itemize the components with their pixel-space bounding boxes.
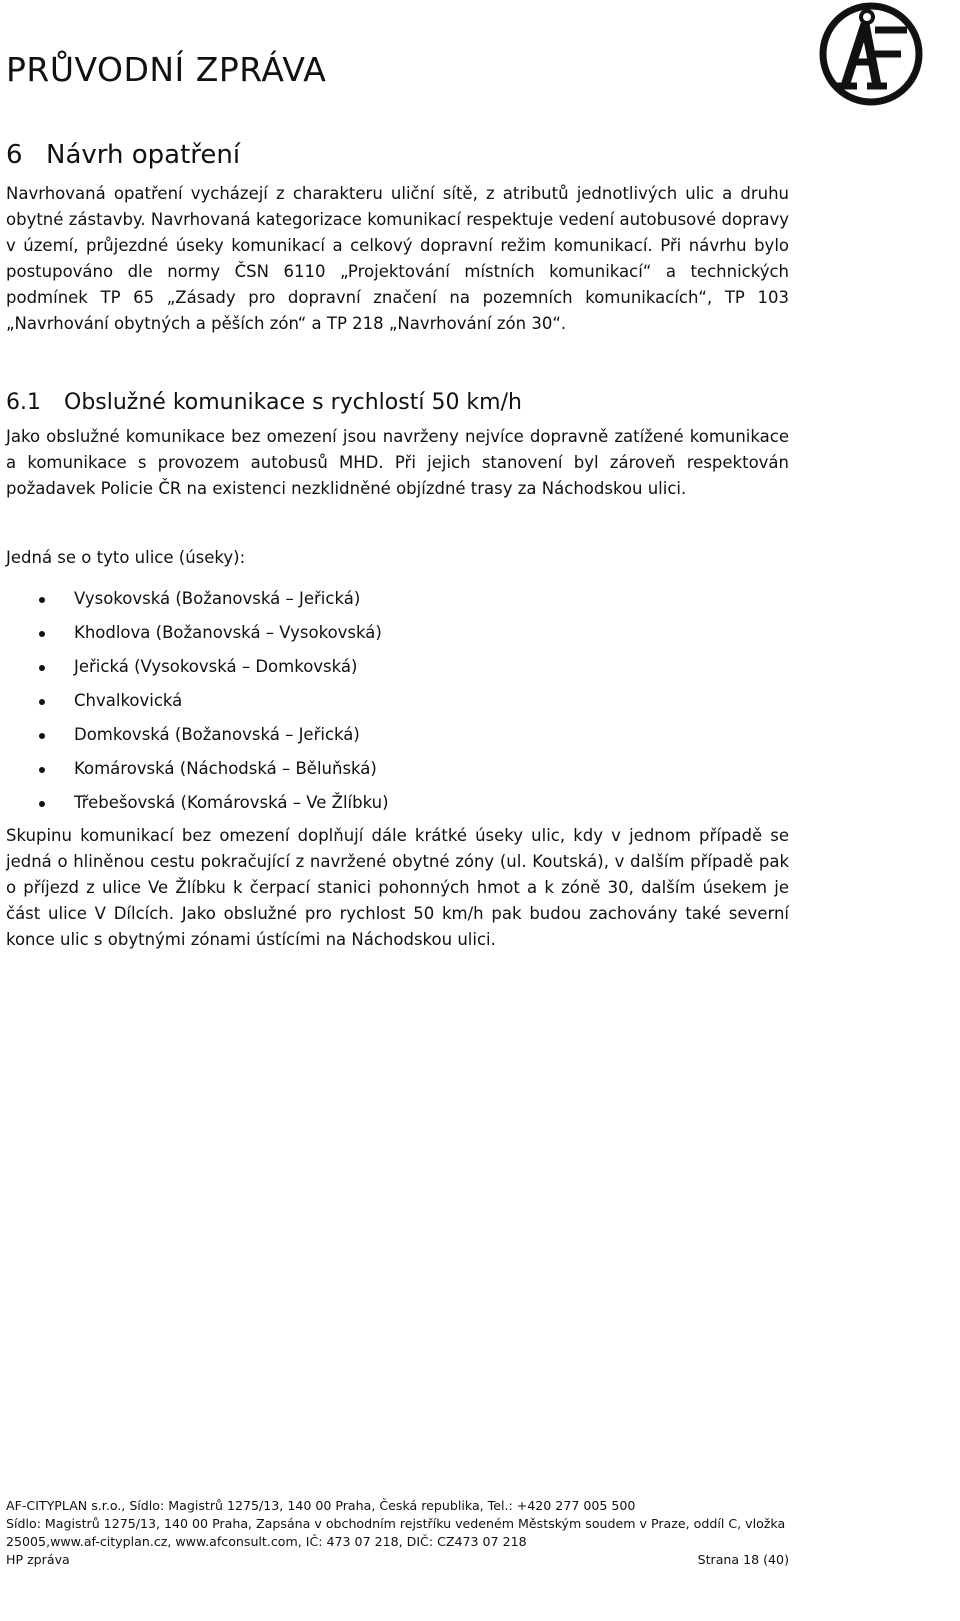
street-name: Vysokovská (Božanovská – Jeřická) xyxy=(74,589,361,608)
bullet-icon xyxy=(39,733,45,739)
section-number: 6 xyxy=(6,140,23,170)
street-name: Komárovská (Náchodská – Běluňská) xyxy=(74,759,377,778)
footer-bottom-row xyxy=(6,1551,789,1569)
bullet-icon xyxy=(39,665,45,671)
footer-registration-line: Sídlo: Magistrů 1275/13, 140 00 Praha, Zapsána v obchodním rejstříku vedeném Městským soudem v Praze, oddíl C, vložka xyxy=(6,1516,786,1531)
footer-doc-name: HP zpráva xyxy=(6,1552,70,1567)
page-number: Strana 18 (40) xyxy=(697,1552,789,1567)
list-item xyxy=(6,687,789,721)
af-logo-icon xyxy=(817,0,925,108)
list-lead-paragraph: Jedná se o tyto ulice (úseky): xyxy=(6,548,246,567)
page-footer xyxy=(6,1497,796,1569)
street-name: Jeřická (Vysokovská – Domkovská) xyxy=(74,657,358,676)
street-name: Třebešovská (Komárovská – Ve Žlíbku) xyxy=(74,793,389,812)
footer-web-line: 25005,www.af-cityplan.cz, www.afconsult.com, IČ: 473 07 218, DIČ: CZ473 07 218 xyxy=(6,1534,527,1549)
street-name: Domkovská (Božanovská – Jeřická) xyxy=(74,725,360,744)
subsection-title: Obslužné komunikace s rychlostí 50 km/h xyxy=(64,390,522,415)
list-item xyxy=(6,619,789,653)
list-item xyxy=(6,721,789,755)
footer-company-line: AF-CITYPLAN s.r.o., Sídlo: Magistrů 1275/13, 140 00 Praha, Česká republika, Tel.: +420 277 005 500 xyxy=(6,1498,636,1513)
list-item xyxy=(6,585,789,619)
list-item xyxy=(6,653,789,687)
subsection-heading xyxy=(6,390,522,415)
bullet-icon xyxy=(39,801,45,807)
section-heading xyxy=(6,140,240,170)
bullet-icon xyxy=(39,597,45,603)
subsection-number: 6.1 xyxy=(6,390,41,415)
bullet-icon xyxy=(39,631,45,637)
closing-paragraph: Skupinu komunikací bez omezení doplňují dále krátké úseky ulic, kdy v jednom případě se jedná o hliněnou cestu pokračující z navržené obytné zóny (ul. Koutská), v dalším případě pak o příjezd z ulice Ve Žlíbku k čerpací stanici pohonných hmot a k zóně 30, dalším úsekem je část ulice V Dílcích. Jako obslužné pro rychlost 50 km/h pak budou zachovány také severní konce ulic s obytnými zónami ústícími na Náchodskou ulici. xyxy=(6,826,789,949)
bullet-icon xyxy=(39,699,45,705)
section-intro-paragraph: Navrhovaná opatření vycházejí z charakteru uliční sítě, z atributů jednotlivých ulic a druhu obytné zástavby. Navrhovaná kategorizace komunikací respektuje vedení autobusové dopravy v území, průjezdné úseky komunikací a celkový dopravní režim komunikací. Při návrhu bylo postupováno dle normy ČSN 6110 „Projektování místních komunikací“ a technických podmínek TP 65 „Zásady pro dopravní značení na pozemních komunikacích“, TP 103 „Navrhování obytných a pěších zón“ a TP 218 „Navrhování zón 30“. xyxy=(6,184,789,333)
bullet-icon xyxy=(39,767,45,773)
street-name: Chvalkovická xyxy=(74,691,183,710)
list-item xyxy=(6,789,789,823)
street-name: Khodlova (Božanovská – Vysokovská) xyxy=(74,623,382,642)
document-title: PRŮVODNÍ ZPRÁVA xyxy=(6,50,327,89)
street-list xyxy=(6,585,789,823)
list-item xyxy=(6,755,789,789)
subsection-paragraph: Jako obslužné komunikace bez omezení jsou navrženy nejvíce dopravně zatížené komunikace a komunikace s provozem autobusů MHD. Při jejich stanovení byl zároveň respektován požadavek Policie ČR na existenci nezklidněné objízdné trasy za Náchodskou ulici. xyxy=(6,427,789,498)
section-title: Návrh opatření xyxy=(46,140,241,170)
